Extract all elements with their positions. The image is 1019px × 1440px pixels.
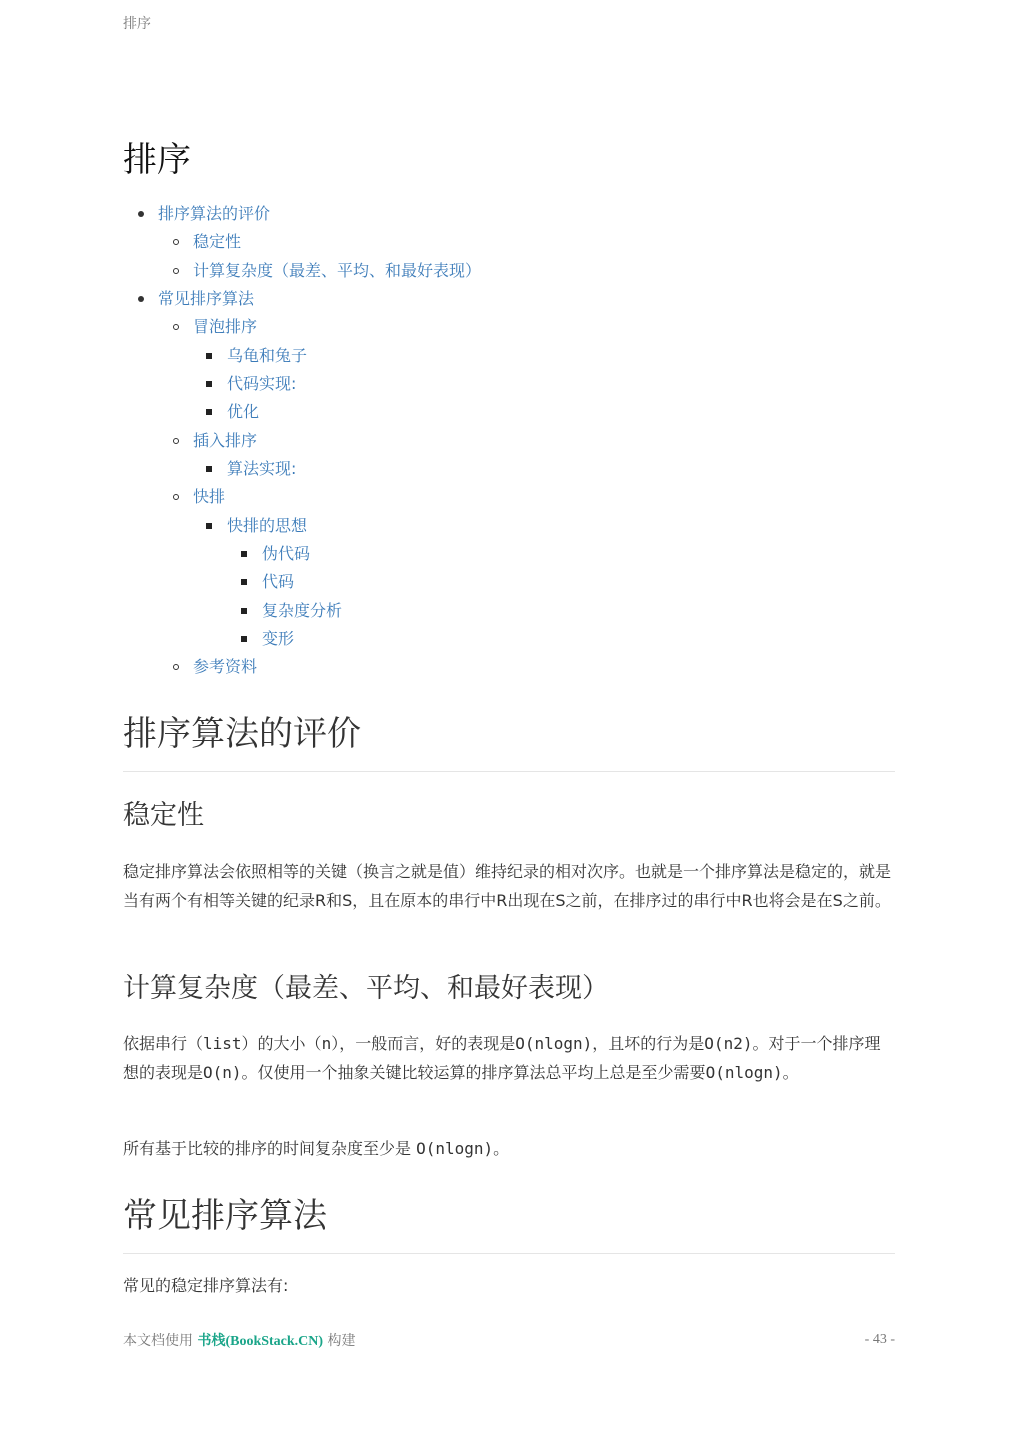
toc-item: [193, 316, 257, 338]
toc-link[interactable]: 伪代码: [262, 544, 311, 563]
toc-item: [262, 543, 310, 565]
text-run: 。仅使用一个抽象关键比较运算的排序算法总平均上总是至少需要: [241, 1062, 706, 1082]
bullet-square: [206, 523, 212, 529]
footer-prefix: 本文档使用: [123, 1333, 198, 1349]
footer-brand-link[interactable]: 书栈(BookStack.CN): [197, 1334, 324, 1349]
toc-link[interactable]: 参考资料: [193, 657, 258, 676]
complexity-lower-bound-paragraph: [123, 1135, 893, 1164]
heading-divider: [123, 771, 895, 772]
text-run: 。: [782, 1062, 799, 1082]
toc-item: [262, 571, 294, 593]
toc-item: [262, 600, 342, 622]
bullet-square: [206, 409, 212, 415]
toc-item: [227, 515, 307, 537]
text-run: 。对于一个排序理想的表现是: [123, 1034, 881, 1082]
toc-link[interactable]: 算法实现:: [227, 459, 297, 478]
footer-credit: [123, 1330, 356, 1350]
toc-item: [193, 260, 481, 282]
footer-suffix: 构建: [323, 1333, 356, 1349]
bullet-circle: [173, 239, 179, 245]
toc-link[interactable]: 优化: [227, 402, 260, 421]
text-run: 依据串行（: [123, 1034, 204, 1053]
toc-link[interactable]: 稳定性: [193, 232, 242, 251]
bullet-disc: [138, 296, 144, 302]
toc-item: [227, 401, 259, 423]
toc-item: [227, 345, 307, 367]
inline-code: O(n): [203, 1062, 242, 1082]
text-run: ，且坏的行为是: [592, 1034, 705, 1053]
inline-code: O(nlogn): [515, 1034, 593, 1053]
text-run: ）的大小（: [241, 1034, 322, 1053]
bullet-circle: [173, 268, 179, 274]
toc-item: [262, 628, 294, 650]
toc-link[interactable]: 复杂度分析: [262, 601, 343, 620]
bullet-square: [241, 579, 247, 585]
bullet-square: [241, 551, 247, 557]
toc-link[interactable]: 插入排序: [193, 431, 258, 450]
section-heading-common: 常见排序算法: [123, 1196, 327, 1236]
complexity-paragraph: [123, 1030, 893, 1087]
toc-link[interactable]: 代码实现:: [227, 374, 297, 393]
toc-link[interactable]: 快排的思想: [227, 516, 308, 535]
toc-item: [227, 373, 296, 395]
page-number: - 43 -: [864, 1332, 895, 1347]
toc-link[interactable]: 常见排序算法: [158, 289, 255, 308]
text-run: ），一般而言，好的表现是: [331, 1034, 516, 1053]
bullet-square: [206, 381, 212, 387]
toc-item: [193, 486, 225, 508]
bullet-square: [241, 608, 247, 614]
bullet-square: [206, 353, 212, 359]
heading-divider: [123, 1253, 895, 1254]
toc-item: [193, 656, 257, 678]
stability-paragraph: 稳定排序算法会依照相等的关键（换言之就是值）维持纪录的相对次序。也就是一个排序算法是稳定的，就是当有两个有相等关键的纪录R和S，且在原本的串行中R出现在S之前，在排序过的串行中R也将会是在S之前。: [123, 862, 892, 910]
toc-link[interactable]: 计算复杂度（最差、平均、和最好表现）: [193, 261, 482, 280]
toc-link[interactable]: 代码: [262, 572, 295, 591]
bullet-circle: [173, 438, 179, 444]
inline-code: list: [203, 1034, 242, 1053]
page-title: 排序: [123, 140, 191, 180]
bullet-square: [241, 636, 247, 642]
common-intro-paragraph: 常见的稳定排序算法有:: [123, 1276, 289, 1295]
bullet-circle: [173, 324, 179, 330]
subsection-heading-stability: 稳定性: [123, 800, 204, 831]
running-header: 排序: [123, 16, 151, 32]
toc-item: [193, 430, 257, 452]
toc-link[interactable]: 变形: [262, 629, 295, 648]
toc-link[interactable]: 排序算法的评价: [158, 204, 271, 223]
text-run: 。: [493, 1139, 510, 1158]
toc-item: [227, 458, 296, 480]
toc-link[interactable]: 快排: [193, 487, 226, 506]
inline-code: n: [321, 1034, 332, 1053]
inline-code: O(n2): [704, 1034, 753, 1053]
section-heading-evaluation: 排序算法的评价: [123, 714, 361, 754]
toc-link[interactable]: 冒泡排序: [193, 317, 258, 336]
inline-code: O(nlogn): [705, 1062, 783, 1082]
bullet-circle: [173, 494, 179, 500]
toc-item: [158, 288, 254, 310]
text-run: 所有基于比较的排序的时间复杂度至少是: [123, 1139, 417, 1158]
bullet-disc: [138, 211, 144, 217]
toc-item: [193, 231, 241, 253]
bullet-circle: [173, 664, 179, 670]
subsection-heading-complexity: 计算复杂度（最差、平均、和最好表现）: [123, 973, 609, 1004]
toc-link[interactable]: 乌龟和兔子: [227, 346, 308, 365]
toc-item: [158, 203, 270, 225]
inline-code: O(nlogn): [416, 1139, 494, 1158]
bullet-square: [206, 466, 212, 472]
